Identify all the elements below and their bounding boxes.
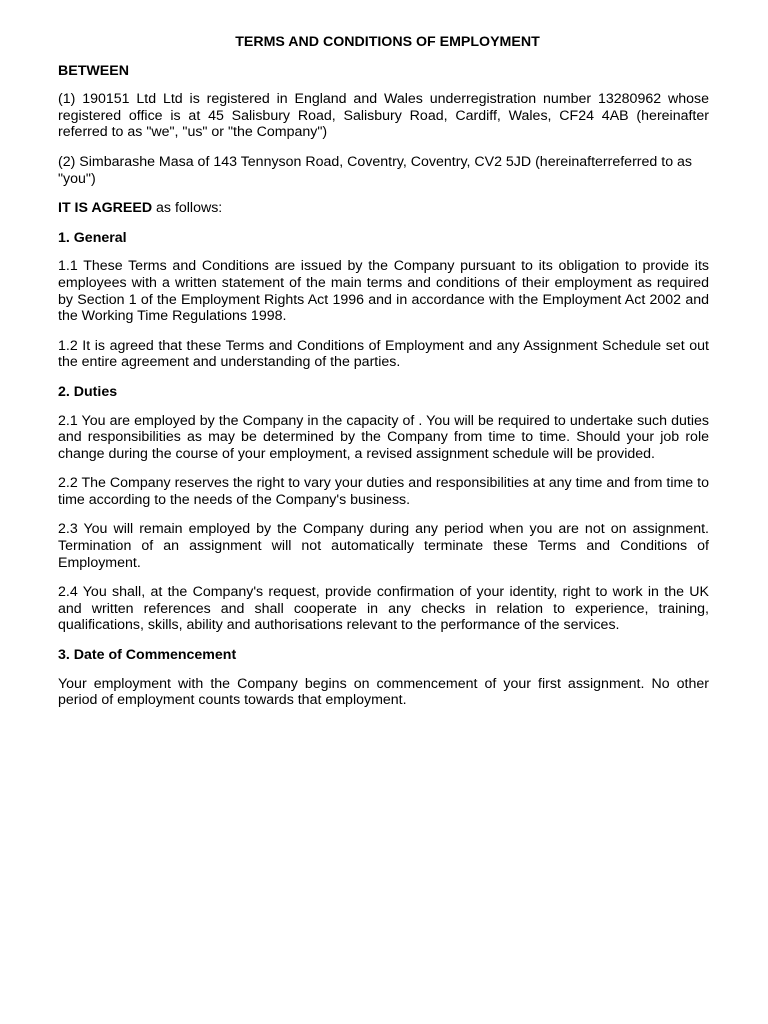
clause-2-3: 2.3 You will remain employed by the Company during any period when you are not on assignment. Termination of an assignment will not automatically terminate these Terms and Conditions of Employment.	[58, 521, 709, 571]
section-3-heading: 3. Date of Commencement	[58, 647, 237, 664]
agreed-statement	[58, 200, 709, 217]
clause-2-1: 2.1 You are employed by the Company in the capacity of . You will be required to undertake such duties and responsibilities as may be determined by the Company from time to time. Should your job role change during the course of your employment, a revised assignment schedule will be provided.	[58, 412, 709, 462]
clause-2-2: 2.2 The Company reserves the right to vary your duties and responsibilities at any time and from time to time according to the needs of the Company's business.	[58, 475, 709, 508]
clause-2-4: 2.4 You shall, at the Company's request, provide confirmation of your identity, right to work in the UK and written references and shall cooperate in any checks in relation to experience, training, qualifications, skills, ability and authorisations relevant to the performance of the services.	[58, 584, 709, 634]
party-2-paragraph: (2) Simbarashe Masa of 143 Tennyson Road, Coventry, Coventry, CV2 5JD (hereinafterreferred to as "you")	[58, 153, 693, 187]
document-page	[58, 34, 709, 722]
clause-3-paragraph: Your employment with the Company begins on commencement of your first assignment. No other period of employment counts towards that employment.	[58, 675, 709, 709]
agreed-bold-text: IT IS AGREED	[58, 200, 153, 217]
between-heading: BETWEEN	[58, 62, 129, 79]
section-1-heading: 1. General	[58, 229, 127, 246]
party-1-paragraph: (1) 190151 Ltd Ltd is registered in England and Wales underregistration number 13280962 whose registered office is at 45 Salisbury Road, Salisbury Road, Cardiff, Wales, CF24 4AB (hereinafter referred to as "we", "us" or "the Company")	[58, 91, 709, 141]
agreed-rest-text: as follows:	[152, 200, 223, 217]
clause-1-2: 1.2 It is agreed that these Terms and Conditions of Employment and any Assignment Schedule set out the entire agreement and understanding of the parties.	[58, 337, 709, 371]
document-title: TERMS AND CONDITIONS OF EMPLOYMENT	[235, 34, 540, 50]
clause-1-1: 1.1 These Terms and Conditions are issued by the Company pursuant to its obligation to provide its employees with a written statement of the main terms and conditions of their employment as required by Section 1 of the Employment Rights Act 1996 and in accordance with the Employment Act 2002 and the Working Time Regulations 1998.	[58, 258, 709, 325]
section-2-heading: 2. Duties	[58, 383, 118, 400]
